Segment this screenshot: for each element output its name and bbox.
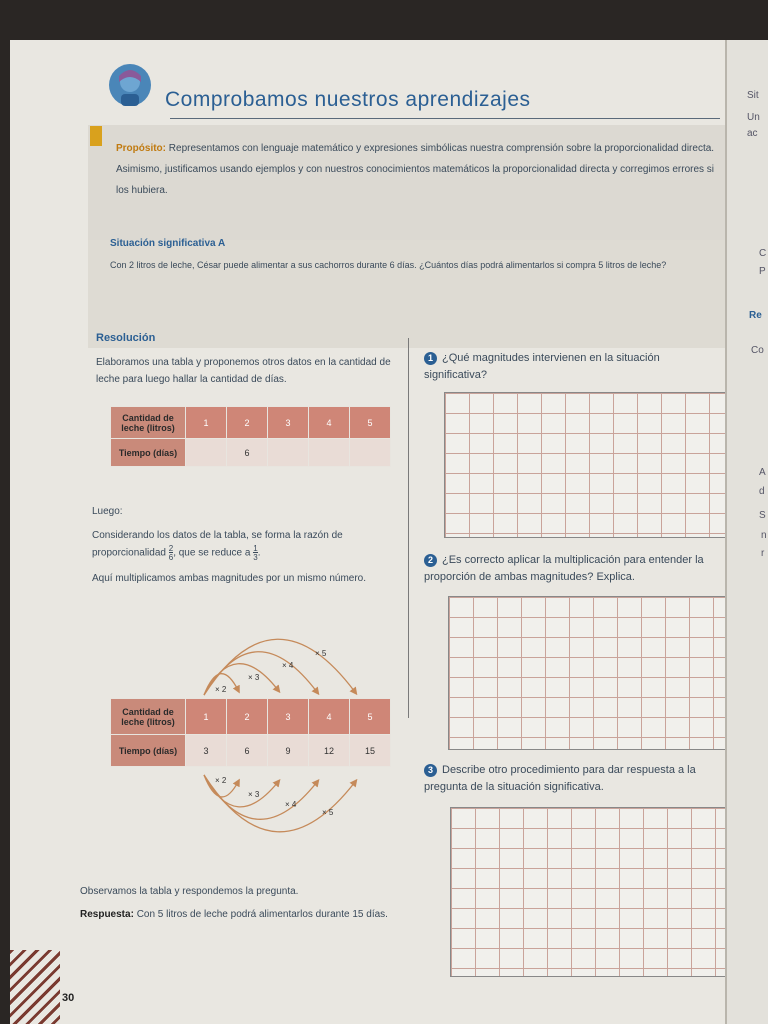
mult-label: × 2 <box>215 685 227 694</box>
table1-cell: 4 <box>309 407 350 439</box>
answer <box>80 906 400 923</box>
question-number: 2 <box>424 554 437 567</box>
facing-page-fragment: P <box>759 266 766 277</box>
table2-cell: 1 <box>186 699 227 735</box>
facing-page-fragment: C <box>759 248 767 259</box>
textbook-page <box>10 40 725 1024</box>
mult-label: × 5 <box>322 808 334 817</box>
page-title: Comprobamos nuestros aprendizajes <box>165 88 531 111</box>
facing-page-fragment: ac <box>747 128 758 139</box>
situation-text: Con 2 litros de leche, César puede alimentar a sus cachorros durante 6 días. ¿Cuántos días podrá alimentarlos si compra 5 litros de leche? <box>110 260 667 270</box>
purpose-body: Representamos con lenguaje matemático y expresiones simbólicas nuestra comprensión sobre la proporcionalidad directa. Asimismo, justificamos usando ejemplos y con nuestros conocimientos matemáticos la proporcionalidad directa y corregimos errores si los hubiera. <box>116 143 715 196</box>
data-table-2 <box>110 698 391 767</box>
question-number: 1 <box>424 352 437 365</box>
facing-page-fragment: Co <box>751 345 764 356</box>
table1-cell: 3 <box>268 407 309 439</box>
ratio-den: 6 <box>168 553 174 562</box>
answer-text: Con 5 litros de leche podrá alimentarlos durante 15 días. <box>136 909 388 920</box>
observe-text: Observamos la tabla y respondemos la pregunta. <box>80 886 299 897</box>
page-number: 30 <box>62 992 75 1004</box>
question-text: ¿Qué magnitudes intervienen en la situación significativa? <box>424 352 660 381</box>
ratio-num: 2 <box>168 544 174 553</box>
table2-cell: 3 <box>268 699 309 735</box>
reduced-den: 3 <box>253 553 258 562</box>
table2-cell: 2 <box>227 699 268 735</box>
table2-cell: 15 <box>350 735 391 767</box>
ratio-text-a: Considerando los datos de la tabla, se forma la razón de proporcionalidad <box>92 530 343 559</box>
question-text: ¿Es correcto aplicar la multiplicación para entender la proporción de ambas magnitudes? Explica. <box>424 554 704 583</box>
reduced-num: 1 <box>253 544 258 553</box>
question-2 <box>424 552 724 586</box>
facing-page-fragment: n <box>761 530 767 541</box>
facing-page-fragment: A <box>759 467 766 478</box>
table2-row2-label: Tiempo (días) <box>111 735 186 767</box>
mult-label: × 3 <box>248 790 260 799</box>
luego-label: Luego: <box>92 506 123 517</box>
corner-stripes <box>10 950 60 1024</box>
question-text: Describe otro procedimiento para dar respuesta a la pregunta de la situación significativa. <box>424 764 696 793</box>
resolution-intro: Elaboramos una tabla y proponemos otros datos en la cantidad de leche para luego hallar la cantidad de días. <box>96 357 391 385</box>
facing-page-fragment: d <box>759 486 765 497</box>
table2-row1-label: Cantidad de leche (litros) <box>111 699 186 735</box>
table2-cell: 4 <box>309 699 350 735</box>
facing-page-fragment: S <box>759 510 766 521</box>
facing-page-fragment: Re <box>749 310 762 321</box>
answer-grid-1[interactable] <box>444 392 725 538</box>
ratio-text: Considerando los datos de la tabla, se forma la razón de proporcionalidad $\frac{2}{6}$, que se reduce a $\frac{1}{3}$. <box>92 530 343 562</box>
table2-cell: 12 <box>309 735 350 767</box>
table2-cell: 6 <box>227 735 268 767</box>
mult-label: × 4 <box>285 800 297 809</box>
table1-cell: 6 <box>227 439 268 467</box>
answer-grid-2[interactable] <box>448 596 725 750</box>
table1-cell: 2 <box>227 407 268 439</box>
table1-cell: 1 <box>186 407 227 439</box>
column-divider <box>408 338 409 718</box>
ratio-text-b: , que se reduce a <box>173 547 251 559</box>
question-3 <box>424 762 724 796</box>
facing-page-fragment: Sit <box>747 90 759 101</box>
facing-page-fragment: r <box>761 548 765 559</box>
table2-cell: 3 <box>186 735 227 767</box>
question-1 <box>424 350 724 384</box>
table1-row2-label: Tiempo (días) <box>111 439 186 467</box>
table2-cell: 5 <box>350 699 391 735</box>
table2-cell: 9 <box>268 735 309 767</box>
answer-grid-3[interactable] <box>450 807 725 977</box>
mult-label: × 4 <box>282 661 294 670</box>
answer-label: Respuesta: <box>80 909 134 920</box>
resolution-title: Resolución <box>96 332 156 344</box>
mult-label: × 2 <box>215 776 227 785</box>
table1-cell: 5 <box>350 407 391 439</box>
question-number: 3 <box>424 764 437 777</box>
purpose-label: Propósito: <box>116 143 166 154</box>
situation-title: Situación significativa A <box>110 238 226 249</box>
mult-label: × 3 <box>248 673 260 682</box>
table1-row1-label: Cantidad de leche (litros) <box>111 407 186 439</box>
multiply-text: Aquí multiplicamos ambas magnitudes por un mismo número. <box>92 573 367 584</box>
mult-label: × 5 <box>315 649 327 658</box>
facing-page-fragment: Un <box>747 112 760 123</box>
facing-page-edge <box>725 40 768 1024</box>
